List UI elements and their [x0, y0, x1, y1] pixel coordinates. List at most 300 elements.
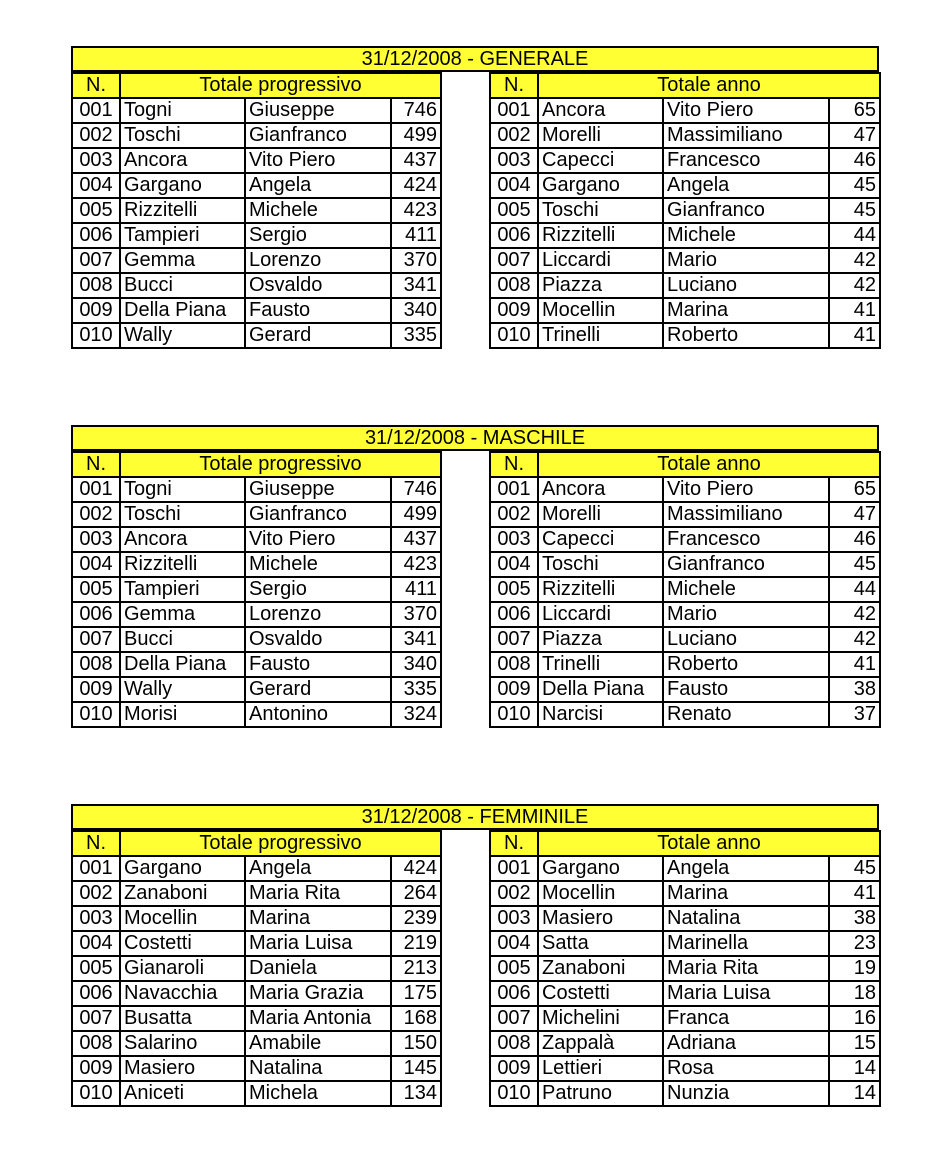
rank-cell: 002: [490, 123, 538, 148]
surname-cell: Ancora: [120, 148, 245, 173]
firstname-cell: Giuseppe: [245, 98, 391, 123]
table-row: [490, 98, 880, 123]
points-cell: 746: [391, 477, 441, 502]
surname-cell: Zanaboni: [538, 956, 663, 981]
firstname-cell: Gianfranco: [245, 123, 391, 148]
surname-cell: Michelini: [538, 1006, 663, 1031]
surname-cell: Aniceti: [120, 1081, 245, 1106]
table-row: [72, 702, 441, 727]
points-cell: 239: [391, 906, 441, 931]
points-cell: 45: [829, 173, 880, 198]
firstname-cell: Angela: [245, 856, 391, 881]
surname-cell: Gemma: [120, 248, 245, 273]
table-row: [490, 552, 880, 577]
firstname-cell: Natalina: [245, 1056, 391, 1081]
firstname-cell: Francesco: [663, 527, 829, 552]
surname-cell: Gianaroli: [120, 956, 245, 981]
points-cell: 15: [829, 1031, 880, 1056]
table-row: [72, 502, 441, 527]
firstname-cell: Gerard: [245, 323, 391, 348]
firstname-cell: Michela: [245, 1081, 391, 1106]
yearly-ranking-table: [489, 451, 881, 728]
table-row: [490, 931, 880, 956]
table-header-row: [490, 831, 880, 856]
surname-cell: Capecci: [538, 527, 663, 552]
surname-cell: Liccardi: [538, 602, 663, 627]
surname-cell: Piazza: [538, 627, 663, 652]
table-row: [490, 702, 880, 727]
firstname-cell: Angela: [663, 173, 829, 198]
surname-cell: Togni: [120, 477, 245, 502]
surname-cell: Zappalà: [538, 1031, 663, 1056]
firstname-cell: Mario: [663, 248, 829, 273]
table-title-header: Totale anno: [538, 73, 880, 98]
table-title-header: Totale anno: [538, 452, 880, 477]
points-cell: 38: [829, 677, 880, 702]
points-cell: 341: [391, 627, 441, 652]
rank-cell: 003: [72, 527, 120, 552]
rank-cell: 006: [72, 981, 120, 1006]
surname-cell: Morisi: [120, 702, 245, 727]
rank-cell: 003: [72, 148, 120, 173]
surname-cell: Della Piana: [120, 298, 245, 323]
points-cell: 46: [829, 148, 880, 173]
firstname-cell: Marina: [663, 881, 829, 906]
firstname-cell: Marinella: [663, 931, 829, 956]
firstname-cell: Osvaldo: [245, 273, 391, 298]
surname-cell: Masiero: [120, 1056, 245, 1081]
rank-cell: 010: [490, 323, 538, 348]
points-cell: 324: [391, 702, 441, 727]
firstname-cell: Vito Piero: [245, 527, 391, 552]
rank-cell: 005: [72, 956, 120, 981]
rank-cell: 005: [72, 577, 120, 602]
firstname-cell: Gianfranco: [663, 198, 829, 223]
table-header-row: [490, 73, 880, 98]
firstname-cell: Marina: [663, 298, 829, 323]
rank-cell: 009: [72, 1056, 120, 1081]
surname-cell: Narcisi: [538, 702, 663, 727]
surname-cell: Piazza: [538, 273, 663, 298]
rank-cell: 001: [490, 477, 538, 502]
table-row: [490, 602, 880, 627]
rank-cell: 006: [72, 602, 120, 627]
points-cell: 175: [391, 981, 441, 1006]
rank-cell: 008: [490, 652, 538, 677]
table-header-row: [490, 452, 880, 477]
surname-cell: Navacchia: [120, 981, 245, 1006]
points-cell: 47: [829, 502, 880, 527]
table-title-header: Totale progressivo: [120, 831, 441, 856]
points-cell: 42: [829, 602, 880, 627]
surname-cell: Rizzitelli: [120, 552, 245, 577]
table-row: [72, 856, 441, 881]
rank-cell: 004: [72, 931, 120, 956]
points-cell: 14: [829, 1081, 880, 1106]
rank-cell: 004: [490, 931, 538, 956]
table-row: [72, 1006, 441, 1031]
points-cell: 65: [829, 477, 880, 502]
surname-cell: Salarino: [120, 1031, 245, 1056]
points-cell: 41: [829, 652, 880, 677]
surname-cell: Ancora: [120, 527, 245, 552]
points-cell: 14: [829, 1056, 880, 1081]
table-row: [72, 527, 441, 552]
rank-cell: 010: [72, 1081, 120, 1106]
table-row: [490, 981, 880, 1006]
table-row: [490, 323, 880, 348]
surname-cell: Della Piana: [538, 677, 663, 702]
cumulative-ranking-table: [71, 72, 442, 349]
rank-cell: 003: [72, 906, 120, 931]
table-row: [72, 323, 441, 348]
firstname-cell: Osvaldo: [245, 627, 391, 652]
firstname-cell: Michele: [663, 577, 829, 602]
table-row: [72, 552, 441, 577]
rank-cell: 009: [490, 677, 538, 702]
firstname-cell: Natalina: [663, 906, 829, 931]
firstname-cell: Vito Piero: [245, 148, 391, 173]
rank-cell: 002: [490, 881, 538, 906]
firstname-cell: Maria Antonia: [245, 1006, 391, 1031]
cumulative-ranking-table: [71, 830, 442, 1107]
firstname-cell: Michele: [663, 223, 829, 248]
rank-cell: 001: [72, 856, 120, 881]
points-cell: 411: [391, 577, 441, 602]
surname-cell: Trinelli: [538, 323, 663, 348]
rank-column-header: N.: [490, 73, 538, 98]
surname-cell: Rizzitelli: [538, 223, 663, 248]
table-row: [490, 502, 880, 527]
rank-cell: 005: [490, 577, 538, 602]
rank-cell: 009: [72, 677, 120, 702]
table-row: [72, 248, 441, 273]
table-row: [72, 627, 441, 652]
points-cell: 47: [829, 123, 880, 148]
rank-cell: 006: [72, 223, 120, 248]
table-row: [72, 881, 441, 906]
points-cell: 23: [829, 931, 880, 956]
firstname-cell: Sergio: [245, 577, 391, 602]
firstname-cell: Giuseppe: [245, 477, 391, 502]
surname-cell: Mocellin: [538, 298, 663, 323]
firstname-cell: Vito Piero: [663, 98, 829, 123]
rank-cell: 009: [490, 298, 538, 323]
points-cell: 424: [391, 173, 441, 198]
surname-cell: Satta: [538, 931, 663, 956]
table-row: [72, 173, 441, 198]
firstname-cell: Fausto: [245, 298, 391, 323]
rank-cell: 007: [490, 1006, 538, 1031]
firstname-cell: Fausto: [663, 677, 829, 702]
rank-cell: 010: [490, 1081, 538, 1106]
firstname-cell: Lorenzo: [245, 602, 391, 627]
points-cell: 44: [829, 577, 880, 602]
table-row: [490, 856, 880, 881]
firstname-cell: Roberto: [663, 652, 829, 677]
surname-cell: Gargano: [538, 173, 663, 198]
firstname-cell: Gianfranco: [245, 502, 391, 527]
table-row: [490, 248, 880, 273]
table-row: [72, 981, 441, 1006]
rank-cell: 007: [72, 248, 120, 273]
points-cell: 423: [391, 552, 441, 577]
surname-cell: Ancora: [538, 98, 663, 123]
points-cell: 19: [829, 956, 880, 981]
rank-cell: 002: [72, 881, 120, 906]
rank-cell: 005: [72, 198, 120, 223]
points-cell: 44: [829, 223, 880, 248]
table-row: [490, 273, 880, 298]
firstname-cell: Lorenzo: [245, 248, 391, 273]
points-cell: 37: [829, 702, 880, 727]
table-row: [490, 527, 880, 552]
points-cell: 38: [829, 906, 880, 931]
firstname-cell: Francesco: [663, 148, 829, 173]
firstname-cell: Massimiliano: [663, 123, 829, 148]
points-cell: 45: [829, 552, 880, 577]
firstname-cell: Sergio: [245, 223, 391, 248]
firstname-cell: Rosa: [663, 1056, 829, 1081]
points-cell: 46: [829, 527, 880, 552]
rank-cell: 004: [72, 173, 120, 198]
firstname-cell: Marina: [245, 906, 391, 931]
points-cell: 370: [391, 602, 441, 627]
points-cell: 45: [829, 856, 880, 881]
rank-cell: 007: [72, 627, 120, 652]
surname-cell: Toschi: [120, 502, 245, 527]
firstname-cell: Adriana: [663, 1031, 829, 1056]
table-row: [490, 223, 880, 248]
rank-cell: 003: [490, 527, 538, 552]
points-cell: 41: [829, 881, 880, 906]
table-row: [490, 1081, 880, 1106]
table-row: [72, 223, 441, 248]
firstname-cell: Antonino: [245, 702, 391, 727]
points-cell: 45: [829, 198, 880, 223]
rank-cell: 001: [72, 98, 120, 123]
ranking-section: [71, 804, 879, 1156]
points-cell: 499: [391, 502, 441, 527]
ranking-section: [71, 425, 879, 777]
table-row: [490, 148, 880, 173]
surname-cell: Gargano: [120, 173, 245, 198]
points-cell: 42: [829, 248, 880, 273]
table-row: [490, 906, 880, 931]
surname-cell: Rizzitelli: [538, 577, 663, 602]
table-row: [490, 1031, 880, 1056]
firstname-cell: Michele: [245, 198, 391, 223]
firstname-cell: Angela: [663, 856, 829, 881]
surname-cell: Costetti: [120, 931, 245, 956]
section-title: 31/12/2008 - FEMMINILE: [71, 804, 879, 830]
firstname-cell: Maria Grazia: [245, 981, 391, 1006]
table-row: [72, 198, 441, 223]
rank-cell: 007: [490, 627, 538, 652]
points-cell: 134: [391, 1081, 441, 1106]
table-row: [490, 956, 880, 981]
table-header-row: [72, 831, 441, 856]
surname-cell: Gargano: [120, 856, 245, 881]
rank-column-header: N.: [490, 452, 538, 477]
table-row: [72, 931, 441, 956]
surname-cell: Ancora: [538, 477, 663, 502]
rank-cell: 008: [72, 1031, 120, 1056]
table-header-row: [72, 452, 441, 477]
points-cell: 18: [829, 981, 880, 1006]
points-cell: 16: [829, 1006, 880, 1031]
table-row: [72, 577, 441, 602]
points-cell: 150: [391, 1031, 441, 1056]
surname-cell: Mocellin: [120, 906, 245, 931]
table-row: [72, 677, 441, 702]
surname-cell: Bucci: [120, 273, 245, 298]
rank-cell: 010: [490, 702, 538, 727]
firstname-cell: Franca: [663, 1006, 829, 1031]
table-row: [490, 677, 880, 702]
firstname-cell: Renato: [663, 702, 829, 727]
table-title-header: Totale progressivo: [120, 73, 441, 98]
firstname-cell: Nunzia: [663, 1081, 829, 1106]
rank-cell: 002: [490, 502, 538, 527]
points-cell: 424: [391, 856, 441, 881]
surname-cell: Gargano: [538, 856, 663, 881]
rank-cell: 007: [72, 1006, 120, 1031]
surname-cell: Wally: [120, 323, 245, 348]
table-row: [72, 298, 441, 323]
rank-cell: 002: [72, 123, 120, 148]
table-row: [72, 1031, 441, 1056]
rank-cell: 006: [490, 602, 538, 627]
firstname-cell: Massimiliano: [663, 502, 829, 527]
firstname-cell: Michele: [245, 552, 391, 577]
table-row: [72, 652, 441, 677]
rank-cell: 003: [490, 906, 538, 931]
points-cell: 213: [391, 956, 441, 981]
table-row: [490, 627, 880, 652]
points-cell: 335: [391, 323, 441, 348]
rank-cell: 008: [72, 273, 120, 298]
rank-cell: 010: [72, 323, 120, 348]
rank-cell: 001: [490, 98, 538, 123]
cumulative-ranking-table: [71, 451, 442, 728]
rank-cell: 008: [490, 1031, 538, 1056]
table-title-header: Totale progressivo: [120, 452, 441, 477]
table-row: [72, 148, 441, 173]
rank-column-header: N.: [490, 831, 538, 856]
firstname-cell: Amabile: [245, 1031, 391, 1056]
points-cell: 437: [391, 527, 441, 552]
table-row: [490, 198, 880, 223]
table-row: [490, 173, 880, 198]
points-cell: 42: [829, 273, 880, 298]
surname-cell: Morelli: [538, 123, 663, 148]
rank-cell: 009: [490, 1056, 538, 1081]
surname-cell: Trinelli: [538, 652, 663, 677]
rank-cell: 001: [72, 477, 120, 502]
surname-cell: Masiero: [538, 906, 663, 931]
firstname-cell: Maria Rita: [245, 881, 391, 906]
table-row: [490, 477, 880, 502]
surname-cell: Capecci: [538, 148, 663, 173]
surname-cell: Della Piana: [120, 652, 245, 677]
points-cell: 41: [829, 323, 880, 348]
firstname-cell: Maria Rita: [663, 956, 829, 981]
table-row: [72, 98, 441, 123]
table-row: [490, 577, 880, 602]
points-cell: 335: [391, 677, 441, 702]
table-row: [490, 1056, 880, 1081]
surname-cell: Liccardi: [538, 248, 663, 273]
surname-cell: Bucci: [120, 627, 245, 652]
points-cell: 264: [391, 881, 441, 906]
points-cell: 437: [391, 148, 441, 173]
yearly-ranking-table: [489, 830, 881, 1107]
surname-cell: Toschi: [538, 552, 663, 577]
rank-cell: 010: [72, 702, 120, 727]
rank-cell: 003: [490, 148, 538, 173]
table-row: [72, 602, 441, 627]
points-cell: 340: [391, 652, 441, 677]
table-row: [72, 906, 441, 931]
firstname-cell: Vito Piero: [663, 477, 829, 502]
firstname-cell: Maria Luisa: [663, 981, 829, 1006]
surname-cell: Rizzitelli: [120, 198, 245, 223]
section-title: 31/12/2008 - MASCHILE: [71, 425, 879, 451]
points-cell: 219: [391, 931, 441, 956]
table-row: [490, 1006, 880, 1031]
firstname-cell: Luciano: [663, 273, 829, 298]
rank-cell: 002: [72, 502, 120, 527]
rank-cell: 004: [72, 552, 120, 577]
points-cell: 145: [391, 1056, 441, 1081]
table-row: [72, 273, 441, 298]
rank-cell: 005: [490, 198, 538, 223]
section-title: 31/12/2008 - GENERALE: [71, 46, 879, 72]
rank-cell: 004: [490, 173, 538, 198]
points-cell: 42: [829, 627, 880, 652]
rank-cell: 008: [490, 273, 538, 298]
firstname-cell: Gerard: [245, 677, 391, 702]
rank-cell: 001: [490, 856, 538, 881]
rank-cell: 007: [490, 248, 538, 273]
surname-cell: Tampieri: [120, 223, 245, 248]
rank-cell: 008: [72, 652, 120, 677]
table-row: [490, 881, 880, 906]
firstname-cell: Roberto: [663, 323, 829, 348]
table-header-row: [72, 73, 441, 98]
yearly-ranking-table: [489, 72, 881, 349]
table-row: [72, 123, 441, 148]
firstname-cell: Daniela: [245, 956, 391, 981]
table-row: [490, 123, 880, 148]
rank-column-header: N.: [72, 73, 120, 98]
surname-cell: Mocellin: [538, 881, 663, 906]
table-row: [72, 477, 441, 502]
surname-cell: Patruno: [538, 1081, 663, 1106]
surname-cell: Wally: [120, 677, 245, 702]
firstname-cell: Maria Luisa: [245, 931, 391, 956]
points-cell: 65: [829, 98, 880, 123]
surname-cell: Morelli: [538, 502, 663, 527]
surname-cell: Zanaboni: [120, 881, 245, 906]
table-row: [490, 652, 880, 677]
points-cell: 341: [391, 273, 441, 298]
table-title-header: Totale anno: [538, 831, 880, 856]
surname-cell: Tampieri: [120, 577, 245, 602]
rank-cell: 006: [490, 223, 538, 248]
table-row: [490, 298, 880, 323]
